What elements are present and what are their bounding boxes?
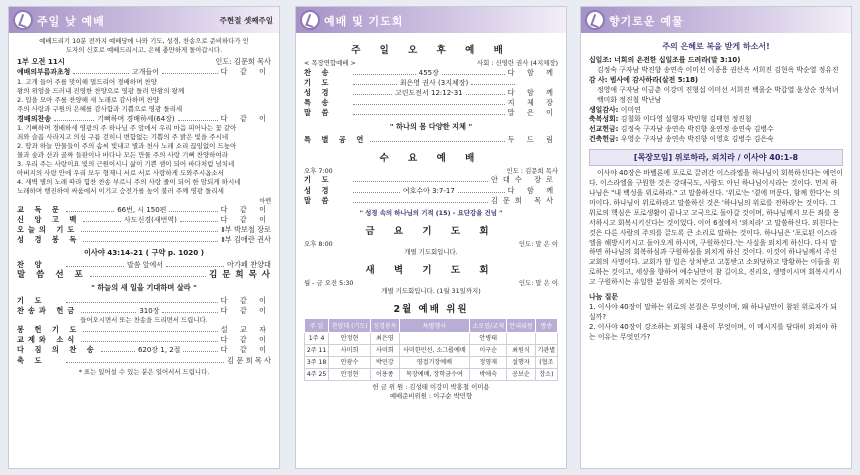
table-cell: 설행자: [507, 356, 536, 368]
table-header: 찬양대 (기도): [329, 318, 371, 332]
pm-special-row: [304, 135, 558, 145]
offering-head: 우영순 구자남 송연속 박진향 이영호 김병수 김은숙: [620, 135, 774, 144]
table-header: 성경봉독: [371, 318, 400, 332]
lyric-line: 1. 기뻐하며 경배하세 영광의 주 하나님 주 앞에서 우리 마음 피어나는 꽃 같아: [17, 123, 237, 132]
call-right: 다 같 이: [220, 113, 271, 123]
wed-order-list: [304, 175, 558, 206]
lyric-line: 1. 고개 들어 주를 맞이해 멀드리어 경배하며 찬양: [17, 77, 157, 86]
order-value: 66번, 시 150편: [117, 205, 167, 214]
order-label: 성 경: [304, 185, 333, 195]
table-row: [305, 332, 558, 344]
order-person: 다 함 께: [507, 185, 559, 195]
lection-text: 이사야 40장은 바벨론에 포로로 끌려간 이스라엘을 하나님이 회복하신다는 예언이다. 이스라엘을 구원한 것은 강대국도, 사람도 아닌 하나님이시라는 것이다. 먼저 하나님은 "내 백성을 위로하라." 고 말씀하신다. '위로'는 '곁에 머문다, 함께 한다'는 의미이다. 하나님이 위로하라고 말씀하신 것은 '하나님의 위로를 전하라'는 것이다. 그 위로의 핵심은 포로생활이 끝나고 고국으로 돌아갈 것이며, 하나님께서 모든 죄를 용서하시고 회복시키신다는 것이었다. 이어 6절에서 '외치라' 고 말씀하신다. 외친다는 것은 다른 사람의 주의를 끌도록 큰 소리로 말하는 것이다. 하나님은 '포로된 이스라엘을 해방시키시고 돌아오게 하시며, 구원하신다.'는 사실을 외치게 하신다. 다시 말하면 하나님의 회복하심과 구원하심을 외치게 하신 것이다. 이것이 하나님께서 주신 교회의 사명이다. 교회가 할 일은 상처받고 고통받고 소외당하고 방황하는 이들을 위로하는 것이고, 세상을 향하여 예수님만이 참 길이요, 진리요, 생명이시며 회복시키시고 구원하시는 유일한 분임을 외치는 것이다.: [589, 169, 843, 287]
wed-time: 오후 7:00: [304, 166, 333, 175]
order-label: 기 도: [17, 296, 46, 306]
table-cell: 사미한민선, 소그룹예배: [399, 344, 470, 356]
service-leader: 인도: 김문희 목사: [215, 57, 271, 67]
offering-sections: [589, 56, 843, 145]
order-list-1: [17, 205, 271, 246]
table-cell: (협조: [535, 356, 557, 368]
order-value: 최은영 권사 (3지체장): [399, 78, 469, 87]
anthem-right: 아가페 찬양대: [227, 259, 271, 269]
table-cell: 정영재: [470, 356, 507, 368]
call-label: 경배의찬송: [17, 113, 52, 123]
offering-head: 이미연: [620, 105, 641, 114]
question-item: 1. 이사야 40장이 말하는 위로의 본질은 무엇이며, 왜 하나님만이 참된 위로자가 되실까?: [589, 302, 837, 321]
offering-label: 십일조:: [589, 56, 615, 64]
pm-host: 사회 : 신영란 권사 (4지체장): [476, 59, 558, 67]
lyric-line: 2. 땅과 하늘 만물들이 주의 솜씨 빛내고 별과 천사 노래 소리 끊임없이 드높아: [17, 141, 237, 150]
order-row: [17, 215, 271, 225]
table-cell: 사미희: [329, 344, 371, 356]
table-cell: 최원식: [507, 344, 536, 356]
table-cell: 2주 11: [305, 344, 329, 356]
table-cell: 최은영: [371, 332, 400, 344]
service-time: 1부 오전 11시: [17, 57, 65, 67]
church-logo-icon: [13, 10, 33, 30]
order-row: [17, 345, 271, 355]
order-label: 성 경: [304, 88, 333, 97]
sermon-row: [17, 270, 271, 280]
order-label: 기 도: [304, 77, 333, 87]
table-cell: [399, 332, 470, 344]
anthem-label: 찬 양: [17, 259, 46, 269]
fri-time: 오후 8:00: [304, 239, 333, 248]
table-cell: 3주 18: [305, 356, 329, 368]
prelude-lyrics: [17, 78, 271, 114]
lyric-line: 아버지의 사랑 안에 우리 모두 형제니 서로 서로 사랑하게 도와주시옵소서: [17, 168, 224, 177]
order-row: [304, 186, 558, 196]
order-person: 다 같 이: [220, 335, 271, 345]
team-footer-2: 예배준비위원 : 이구순 박민향: [389, 391, 473, 400]
offering-names: 김정숙 구자남 박진향 송연속 이미선 이종용 권산옥 서희진 김현옥 박순열 정유진: [597, 65, 839, 74]
intro-text: 예배드리기 10분 전까지 예배당에 나와 기도, 성경, 찬송으로 준비하다가 인도자의 신호로 예배드리시고, 은혜 충만하게 돌아갑시다.: [39, 37, 249, 54]
order-label: 기 도: [304, 175, 333, 185]
order-value: 사도신경(새번역): [124, 216, 177, 224]
lyric-line: 3. 우리 주는 사랑이요 빛의 근원이시니 삶이 기쁜 샘이 되어 바다처럼 넘치네: [17, 159, 235, 168]
sermon-label: 말 씀 선 포: [17, 269, 87, 280]
table-cell: 목장예배, 장학금수여: [399, 368, 470, 380]
prelude-label: 예배의부름과초청: [17, 68, 71, 77]
church-logo-icon: [300, 10, 320, 30]
order-label: 특 송: [304, 98, 333, 108]
order-label: 신 앙 고 백: [17, 215, 81, 224]
pm-group: < 목장연합예배 >: [304, 59, 356, 67]
question-title: 나눔 질문: [589, 293, 619, 302]
table-row: [305, 356, 558, 368]
order-list-2: [17, 296, 271, 316]
order-person: 다 같 이: [220, 296, 271, 306]
order-value: 여호수아 3:7-17: [402, 186, 455, 195]
order-row: [304, 175, 558, 185]
order-row: [17, 225, 271, 235]
order-person: 안대수 장로: [490, 175, 558, 185]
pm-title: 주 일 오 후 예 배: [351, 45, 511, 56]
lyric-line: 노래하며 행진하여 싸움에서 이기고 승전가를 높이 불러 주께 영광 돌리세: [17, 186, 224, 195]
table-cell: 공보순: [507, 368, 536, 380]
table-cell: [507, 332, 536, 344]
pm-special-right: 두 드 림: [507, 134, 558, 144]
question-item: 2. 이사야 40장이 강조하는 외침의 내용이 무엇이며, 이 메시지를 담대히 외쳐야 하는 이유는 무엇인가?: [589, 322, 837, 341]
order-row: [304, 196, 558, 206]
offering-label: 선교헌금:: [589, 125, 621, 134]
offering-head: 범사에 감사하라(살전 5:18): [609, 75, 699, 84]
table-cell: 안정현: [329, 332, 371, 344]
order-label: 찬송과 헌금: [17, 306, 79, 316]
offering-section: [589, 115, 843, 125]
table-cell: 안정현: [329, 368, 371, 380]
call-row: [17, 114, 271, 124]
offering-label: 축복성회:: [589, 115, 621, 124]
order-person: 말 은 이: [507, 108, 558, 118]
offering-section: [589, 106, 843, 116]
offering-label: 감 사:: [589, 75, 610, 84]
order-label: 말 씀: [304, 195, 333, 205]
fri-title: 금 요 기 도 회: [365, 225, 497, 237]
order-person: 다 같 이: [220, 345, 272, 355]
call-lyrics: [17, 124, 271, 196]
panel-sunday-worship: [8, 6, 280, 469]
dawn-note: 개별 기도회입니다. (1월 31일까지): [381, 287, 481, 296]
order-label: 교제와 소식: [17, 335, 79, 345]
order-person: 다 같 이: [220, 215, 272, 224]
order-person: 김 문 희 목 사: [227, 355, 271, 365]
lyric-line: 죄와 슬픔 사라지고 의심 구름 걷히니 변함없는 기쁨의 주 밝은 빛을 주시네: [17, 132, 229, 141]
panel-worship-prayer: [295, 6, 567, 469]
wed-leader: 인도 : 김문희 목사: [506, 166, 558, 175]
panel-offerings: [580, 6, 852, 469]
table-header: 특별행사: [399, 318, 470, 332]
sermon-right: 김 문 희 목 사: [209, 269, 271, 280]
wed-title: 수 요 예 배: [379, 152, 483, 164]
order-row: [304, 88, 558, 98]
offering-label: 건축헌금:: [589, 135, 621, 144]
lection-title: [목장모임] 위로하라, 외치라 / 이사야 40:1-8: [589, 149, 843, 166]
panel-title: 향기로운 예물: [609, 15, 684, 28]
sermon-title: " 하늘의 새 일을 기대하며 살라 ": [91, 283, 197, 293]
table-cell: 장소): [535, 368, 557, 380]
offering-section: [589, 125, 843, 135]
order-row: [304, 98, 558, 108]
wed-sermon: " 성경 속의 하나님의 기적 (15) - 요단강을 건넘 ": [359, 209, 503, 218]
order-label: 봉 헌 기 도: [17, 325, 81, 335]
order-person: 김문희 목사: [490, 195, 558, 205]
footnote: * 표는 일어설 수 있는 분은 일어서서 드립니다.: [78, 367, 210, 376]
panel-header: [296, 7, 566, 33]
order-row: [304, 78, 558, 88]
table-cell: 기관별: [535, 344, 557, 356]
table-cell: 박애숙: [470, 368, 507, 380]
offering-section: [589, 56, 843, 66]
prelude-value: 고개들어: [131, 68, 159, 77]
scripture-ref: 이사야 43:14-21 ( 구약 p. 1020 ): [83, 247, 205, 257]
lyric-line: 2. 입을 모아 주를 찬양해 새 노래로 감사하며 찬양: [17, 95, 160, 104]
fri-leader: 인도: 말 은 이: [518, 239, 558, 248]
order-label: 교 독 문: [17, 204, 63, 214]
panel-header: [9, 7, 279, 33]
table-header: 안내위원: [507, 318, 536, 332]
table-cell: [535, 332, 557, 344]
order-value: 455장: [418, 68, 439, 77]
fri-note: 개별 기도회입니다.: [404, 248, 458, 257]
amen-text: 아멘: [259, 197, 271, 205]
order-label: 오늘의 기도: [17, 225, 79, 235]
offering-section: [589, 135, 843, 145]
table-cell: 사미희: [371, 344, 400, 356]
dawn-time: 월 - 금 오전 5:30: [304, 278, 354, 287]
offering-section: [589, 76, 843, 86]
order-value: 310장: [139, 307, 160, 316]
offering-names: 정영애 구자남 이금춘 이강미 진형섭 이미선 서희진 백을순 박갑열 윤상순 장석녀 백미화 정진철 박난남: [597, 85, 839, 104]
order-value: 고린도전서 12:12-31: [394, 89, 463, 97]
order-label: 축 도: [17, 355, 46, 365]
order-person: 다 같 이: [220, 204, 272, 214]
offering-head: 김철화 이다영 설행자 박민형 김태헌 정진철: [620, 115, 752, 124]
order-row: [304, 68, 558, 78]
question-list: [589, 303, 843, 343]
order-person: 설 교 자: [220, 325, 271, 335]
table-header: 주 일: [305, 318, 329, 332]
order-person: 다 함 께: [507, 88, 558, 97]
prelude-right: 다 같 이: [220, 67, 271, 77]
pm-order-list: [304, 68, 558, 119]
panel-subtitle: 주현절 셋째주일: [219, 16, 273, 25]
team-footer-1: 헌 금 위 원 : 김성태 이강미 박홍철 이미용: [372, 382, 490, 391]
team-table: [304, 318, 558, 381]
order-person: 지 체 장: [507, 98, 558, 108]
pm-sermon: " 하나의 몸 다양한 지체 ": [389, 121, 473, 131]
offering-head: 너희의 온전한 십일조를 드려라(말 3:10): [614, 56, 741, 64]
order-row: [17, 306, 271, 316]
lyric-line: 주의 사랑과 구원의 은혜를 감사함과 기쁨으로 영광 돌리세: [17, 104, 183, 113]
order-row: [17, 235, 271, 245]
order-row: [17, 335, 271, 345]
order-value: 620장 1, 2절: [137, 346, 181, 355]
church-logo-icon: [585, 10, 605, 30]
call-value: 기뻐하며 경배하세(64장): [97, 114, 175, 123]
order-person: Ⅱ부 김애란 권사: [221, 235, 271, 245]
table-header: 소모임/교제: [470, 318, 507, 332]
offering-note: 들어오시면서 또는 찬송을 드리면서 드립니다.: [80, 316, 208, 325]
order-list-3: [17, 325, 271, 366]
table-cell: 영접기장예배: [399, 356, 470, 368]
lyric-line: 왕의 위엄을 드러내 진영한 찬양으로 영광 돌려 만왕의 왕께: [17, 86, 185, 95]
order-row: [17, 296, 271, 306]
order-row: [17, 205, 271, 215]
order-row: [304, 108, 558, 118]
order-row: [17, 325, 271, 335]
table-row: [305, 344, 558, 356]
table-cell: 안병태: [470, 332, 507, 344]
table-row: [305, 368, 558, 380]
dawn-title: 새 벽 기 도 회: [365, 264, 497, 276]
lyric-line: 4. 새벽 별의 노래 따라 힘찬 찬송 부르니 주의 사랑 줄이 되어 한 맘되게 하시네: [17, 177, 241, 186]
offering-label: 생일감사:: [589, 105, 621, 114]
order-person: 다 함 께: [507, 67, 558, 77]
offering-head: 김정숙 구자남 송연속 박진향 윤연정 송연숙 김병수: [620, 125, 774, 134]
panel-title: 주일 낮 예배: [37, 15, 105, 28]
pm-special-label: 특 별 공 연: [304, 134, 368, 144]
order-person: Ⅱ부 박보철 장로: [221, 225, 271, 235]
table-cell: 이구순: [470, 344, 507, 356]
anthem-row: [17, 260, 271, 270]
anthem-value: 말씀 앞에서: [127, 260, 164, 269]
panel-header: [581, 7, 851, 33]
prelude-row: [17, 67, 271, 77]
table-cell: 안광수: [329, 356, 371, 368]
order-label: 성 경 봉 독: [17, 235, 81, 245]
table-cell: 이용종: [371, 368, 400, 380]
offering-banner: 주의 은혜로 복을 받게 하소서!: [662, 42, 770, 51]
lyric-line: 물과 숲과 산과 골짜 들판이나 바다나 모든 만물 주의 사랑 기뻐 찬양하여라: [17, 150, 229, 159]
table-header: 방송: [535, 318, 557, 332]
table-cell: 박민강: [371, 356, 400, 368]
dawn-leader: 인도: 말 은 이: [518, 278, 558, 287]
table-cell: 4주 25: [305, 368, 329, 380]
order-label: 말 씀: [304, 108, 333, 118]
order-person: 다 같 이: [220, 306, 271, 316]
team-title: 2월 예배 위원: [393, 303, 469, 315]
order-row: [17, 356, 271, 366]
order-label: 다 짐 의 찬 송: [17, 345, 98, 355]
panel-title: 예배 및 기도회: [324, 15, 404, 28]
table-cell: 1주 4: [305, 332, 329, 344]
order-label: 찬 송: [304, 67, 333, 77]
